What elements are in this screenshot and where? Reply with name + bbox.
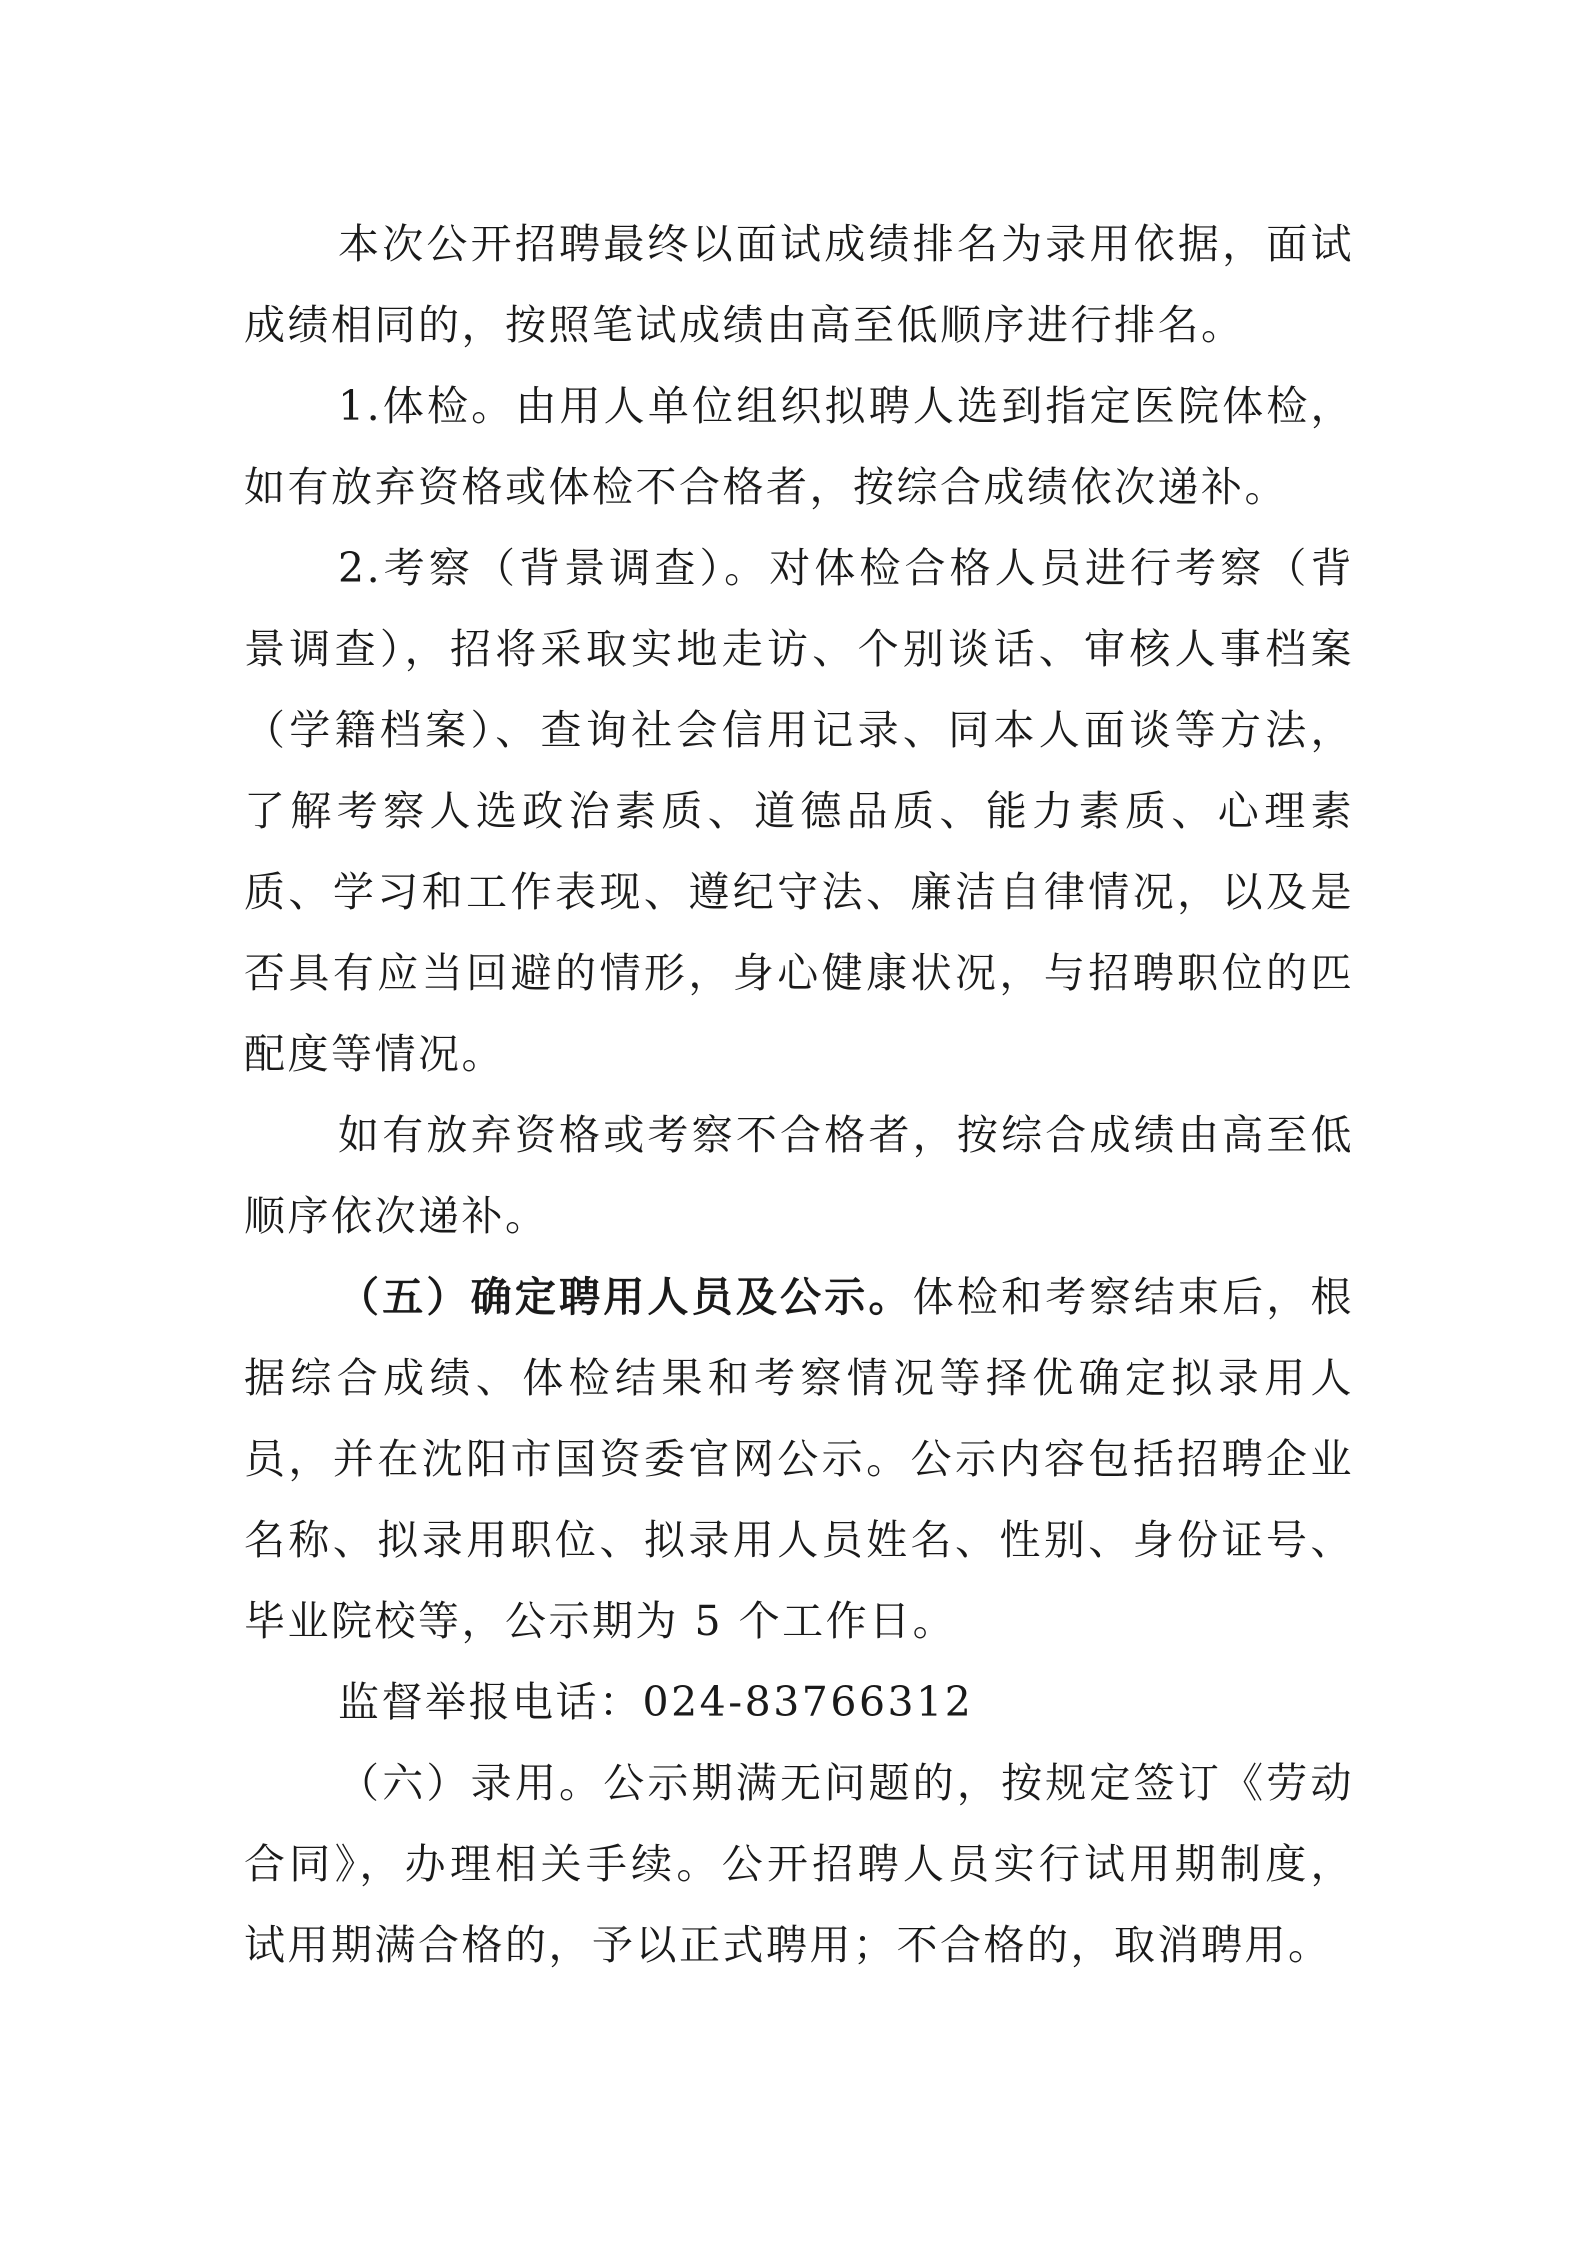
paragraph-text: 本次公开招聘最终以面试成绩排名为录用依据，面试成绩相同的，按照笔试成绩由高至低顺序进行排名。	[244, 220, 1354, 349]
paragraph-text: （六）录用。公示期满无问题的，按规定签订《劳动合同》，办理相关手续。公开招聘人员实行试用期制度，试用期满合格的，予以正式聘用；不合格的，取消聘用。	[244, 1759, 1354, 1969]
paragraph-background-check	[244, 528, 1354, 1095]
paragraph-replacement	[244, 1095, 1354, 1257]
paragraph-lead: （五）确定聘用人员及公示。	[338, 1273, 913, 1321]
paragraph-employment	[244, 1743, 1354, 1986]
paragraph-publicity	[244, 1257, 1354, 1662]
paragraph-hotline	[244, 1662, 1354, 1743]
paragraph-text: 1.体检。由用人单位组织拟聘人选到指定医院体检，如有放弃资格或体检不合格者，按综合成绩依次递补。	[244, 382, 1354, 511]
paragraph-text: 体检和考察结束后，根据综合成绩、体检结果和考察情况等择优确定拟录用人员，并在沈阳市国资委官网公示。公示内容包括招聘企业名称、拟录用职位、拟录用人员姓名、性别、身份证号、毕业院校等，公示期为 5 个工作日。	[244, 1273, 1355, 1645]
paragraph-physical-exam	[244, 366, 1354, 528]
paragraph-text: 监督举报电话：024-83766312	[338, 1678, 974, 1726]
paragraph-text: 2.考察（背景调查）。对体检合格人员进行考察（背景调查），招将采取实地走访、个别谈话、审核人事档案（学籍档案）、查询社会信用记录、同本人面谈等方法，了解考察人选政治素质、道德品质、能力素质、心理素质、学习和工作表现、遵纪守法、廉洁自律情况，以及是否具有应当回避的情形，身心健康状况，与招聘职位的匹配度等情况。	[244, 544, 1354, 1078]
document-page	[244, 204, 1354, 1986]
paragraph-ranking-basis	[244, 204, 1354, 366]
paragraph-text: 如有放弃资格或考察不合格者，按综合成绩由高至低顺序依次递补。	[244, 1111, 1354, 1240]
